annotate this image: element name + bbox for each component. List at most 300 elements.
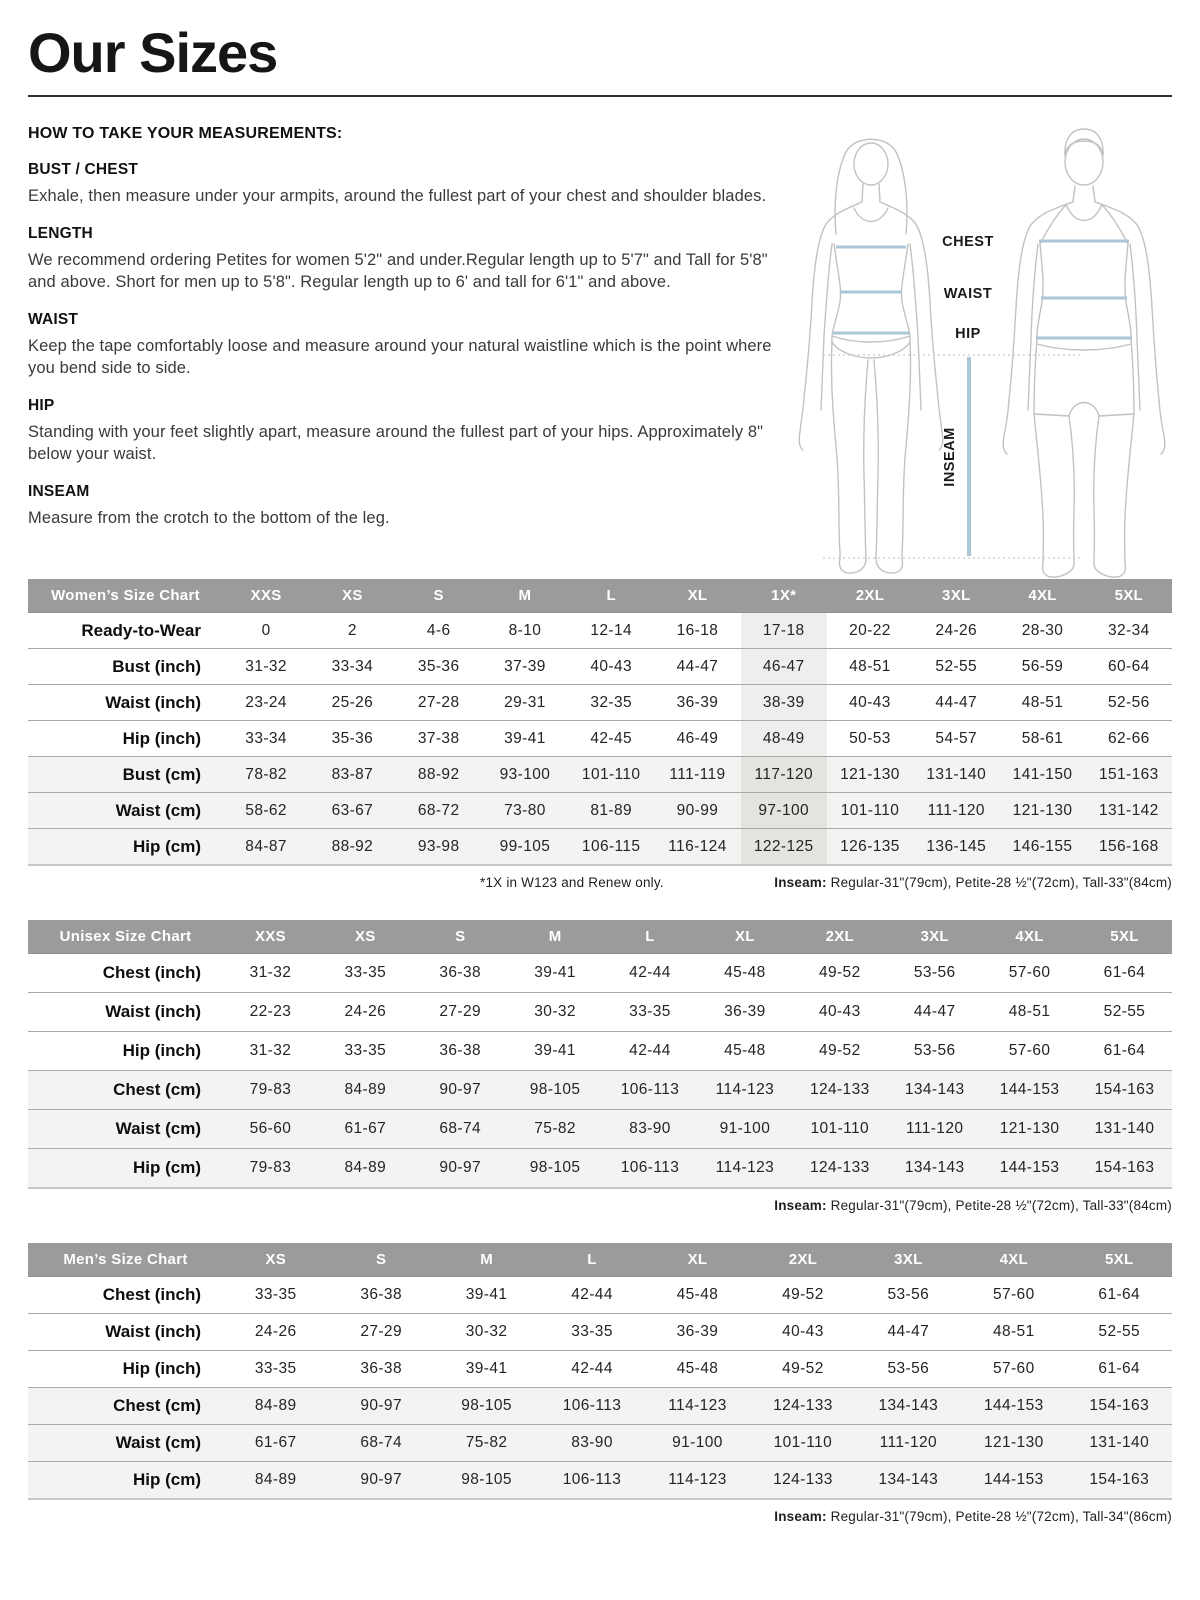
diagram-label-inseam: INSEAM <box>942 427 958 487</box>
measurement-diagram-wrap <box>776 102 1180 590</box>
size-cell: 106-115 <box>568 829 654 865</box>
row-label: Hip (inch) <box>28 1351 223 1388</box>
size-cell: 8-10 <box>482 613 568 649</box>
size-cell: 106-113 <box>539 1462 644 1499</box>
size-cell: 31-32 <box>223 649 309 685</box>
size-cell: 106-113 <box>539 1388 644 1425</box>
size-cell: 31-32 <box>223 1032 318 1071</box>
table-row <box>28 954 1172 993</box>
size-cell: 124-133 <box>792 1071 887 1110</box>
size-column-header: XL <box>654 579 740 613</box>
size-cell: 20-22 <box>827 613 913 649</box>
table-row <box>28 1149 1172 1188</box>
size-cell: 33-35 <box>318 1032 413 1071</box>
size-cell: 36-38 <box>328 1277 433 1314</box>
size-cell: 61-64 <box>1077 1032 1172 1071</box>
size-cell: 31-32 <box>223 954 318 993</box>
unisex-table-footnote <box>28 1198 1172 1216</box>
woman-figure <box>799 139 943 573</box>
size-cell: 36-39 <box>654 685 740 721</box>
size-cell: 36-38 <box>328 1351 433 1388</box>
size-cell: 49-52 <box>750 1351 855 1388</box>
size-cell: 54-57 <box>913 721 999 757</box>
size-column-header: S <box>396 579 482 613</box>
table-title: Unisex Size Chart <box>28 920 223 954</box>
size-cell: 37-38 <box>396 721 482 757</box>
size-cell: 121-130 <box>827 757 913 793</box>
section-text: Standing with your feet slightly apart, measure around the fullest part of your hips. Approximately 8" below your waist. <box>28 422 764 463</box>
size-cell: 36-39 <box>645 1314 750 1351</box>
size-cell: 56-59 <box>999 649 1085 685</box>
size-cell: 78-82 <box>223 757 309 793</box>
size-cell: 114-123 <box>697 1071 792 1110</box>
size-cell: 106-113 <box>603 1149 698 1188</box>
size-cell: 90-97 <box>413 1149 508 1188</box>
size-cell: 33-35 <box>223 1277 328 1314</box>
size-cell: 98-105 <box>508 1071 603 1110</box>
size-cell: 144-153 <box>961 1462 1066 1499</box>
size-cell: 16-18 <box>654 613 740 649</box>
size-cell: 114-123 <box>645 1388 750 1425</box>
inseam-note-label: Inseam: <box>774 1197 827 1213</box>
size-column-header: L <box>568 579 654 613</box>
size-cell: 24-26 <box>223 1314 328 1351</box>
size-cell: 45-48 <box>697 1032 792 1071</box>
section-title: LENGTH <box>28 224 93 242</box>
row-label: Waist (inch) <box>28 685 223 721</box>
size-cell: 101-110 <box>750 1425 855 1462</box>
size-cell: 154-163 <box>1067 1462 1173 1499</box>
size-cell: 154-163 <box>1077 1149 1172 1188</box>
size-cell: 33-35 <box>223 1351 328 1388</box>
size-cell: 131-140 <box>1067 1425 1173 1462</box>
title-divider <box>28 95 1172 97</box>
size-cell: 154-163 <box>1067 1388 1173 1425</box>
size-cell: 121-130 <box>999 793 1085 829</box>
size-cell: 27-29 <box>413 993 508 1032</box>
size-cell: 60-64 <box>1086 649 1172 685</box>
size-column-header: 3XL <box>856 1243 961 1277</box>
table-row <box>28 829 1172 865</box>
size-cell: 144-153 <box>982 1149 1077 1188</box>
size-cell: 68-74 <box>328 1425 433 1462</box>
size-cell: 68-74 <box>413 1110 508 1149</box>
table-row <box>28 1032 1172 1071</box>
size-cell: 84-89 <box>223 1462 328 1499</box>
row-label: Waist (cm) <box>28 793 223 829</box>
table-row <box>28 649 1172 685</box>
body-measurement-diagram <box>776 102 1180 590</box>
inseam-note-label: Inseam: <box>774 1508 827 1524</box>
size-cell: 101-110 <box>827 793 913 829</box>
size-cell: 52-55 <box>1067 1314 1173 1351</box>
inseam-note-text: Regular-31"(79cm), Petite-28 ½"(72cm), Tall-34"(86cm) <box>826 1508 1172 1524</box>
size-cell: 40-43 <box>750 1314 855 1351</box>
size-cell: 23-24 <box>223 685 309 721</box>
row-label: Chest (inch) <box>28 1277 223 1314</box>
size-cell: 121-130 <box>961 1425 1066 1462</box>
table-row <box>28 613 1172 649</box>
size-cell: 101-110 <box>568 757 654 793</box>
size-cell: 33-34 <box>223 721 309 757</box>
size-cell: 53-56 <box>887 954 982 993</box>
size-cell: 136-145 <box>913 829 999 865</box>
measurement-section-waist <box>28 311 778 379</box>
size-cell: 62-66 <box>1086 721 1172 757</box>
size-cell: 116-124 <box>654 829 740 865</box>
size-column-header: XL <box>645 1243 750 1277</box>
size-cell: 97-100 <box>741 793 827 829</box>
size-cell: 42-44 <box>603 954 698 993</box>
size-cell: 98-105 <box>508 1149 603 1188</box>
table-title: Women’s Size Chart <box>28 579 223 613</box>
section-text: Measure from the crotch to the bottom of the leg. <box>28 508 390 527</box>
size-column-header: 1X* <box>741 579 827 613</box>
size-cell: 56-60 <box>223 1110 318 1149</box>
size-cell: 131-140 <box>913 757 999 793</box>
size-cell: 52-55 <box>913 649 999 685</box>
size-cell: 111-119 <box>654 757 740 793</box>
table-row <box>28 1351 1172 1388</box>
row-label: Ready-to-Wear <box>28 613 223 649</box>
table-title: Men’s Size Chart <box>28 1243 223 1277</box>
size-cell: 33-35 <box>318 954 413 993</box>
size-cell: 45-48 <box>697 954 792 993</box>
size-cell: 12-14 <box>568 613 654 649</box>
size-cell: 90-99 <box>654 793 740 829</box>
size-cell: 83-90 <box>603 1110 698 1149</box>
size-cell: 61-64 <box>1067 1277 1173 1314</box>
size-column-header: XL <box>697 920 792 954</box>
size-cell: 124-133 <box>750 1388 855 1425</box>
size-cell: 101-110 <box>792 1110 887 1149</box>
size-cell: 17-18 <box>741 613 827 649</box>
row-label: Bust (inch) <box>28 649 223 685</box>
size-cell: 45-48 <box>645 1351 750 1388</box>
inseam-note-label: Inseam: <box>774 874 827 890</box>
page-title: Our Sizes <box>28 21 278 84</box>
row-label: Hip (cm) <box>28 1462 223 1499</box>
size-cell: 61-64 <box>1077 954 1172 993</box>
size-cell: 57-60 <box>961 1351 1066 1388</box>
size-cell: 90-97 <box>413 1071 508 1110</box>
table-row <box>28 1388 1172 1425</box>
row-label: Hip (cm) <box>28 829 223 865</box>
table-row <box>28 1071 1172 1110</box>
size-cell: 44-47 <box>654 649 740 685</box>
size-cell: 39-41 <box>434 1351 539 1388</box>
size-cell: 83-87 <box>309 757 395 793</box>
size-cell: 24-26 <box>318 993 413 1032</box>
size-column-header: S <box>413 920 508 954</box>
size-cell: 81-89 <box>568 793 654 829</box>
womens-size-table <box>28 579 1172 866</box>
row-label: Hip (inch) <box>28 1032 223 1071</box>
size-cell: 36-38 <box>413 1032 508 1071</box>
size-cell: 84-89 <box>318 1149 413 1188</box>
size-cell: 44-47 <box>887 993 982 1032</box>
size-cell: 84-89 <box>318 1071 413 1110</box>
size-column-header: S <box>328 1243 433 1277</box>
size-cell: 50-53 <box>827 721 913 757</box>
size-cell: 39-41 <box>508 954 603 993</box>
table-row <box>28 993 1172 1032</box>
size-cell: 33-35 <box>539 1314 644 1351</box>
size-cell: 88-92 <box>396 757 482 793</box>
size-cell: 39-41 <box>508 1032 603 1071</box>
size-cell: 49-52 <box>792 954 887 993</box>
size-column-header: 4XL <box>961 1243 1066 1277</box>
measurement-section-hip <box>28 397 778 465</box>
table-row <box>28 721 1172 757</box>
size-cell: 124-133 <box>792 1149 887 1188</box>
size-cell: 93-100 <box>482 757 568 793</box>
size-cell: 134-143 <box>887 1149 982 1188</box>
row-label: Bust (cm) <box>28 757 223 793</box>
size-cell: 98-105 <box>434 1462 539 1499</box>
size-cell: 57-60 <box>961 1277 1066 1314</box>
size-cell: 49-52 <box>750 1277 855 1314</box>
section-title: WAIST <box>28 310 79 328</box>
section-title: BUST / CHEST <box>28 160 139 178</box>
size-cell: 40-43 <box>792 993 887 1032</box>
size-cell: 114-123 <box>645 1462 750 1499</box>
size-cell: 44-47 <box>913 685 999 721</box>
size-cell: 36-39 <box>697 993 792 1032</box>
size-column-header: XS <box>223 1243 328 1277</box>
size-cell: 63-67 <box>309 793 395 829</box>
size-cell: 58-61 <box>999 721 1085 757</box>
howto-heading: HOW TO TAKE YOUR MEASUREMENTS: <box>28 124 343 142</box>
size-cell: 27-28 <box>396 685 482 721</box>
size-cell: 52-56 <box>1086 685 1172 721</box>
size-cell: 61-67 <box>223 1425 328 1462</box>
size-cell: 49-52 <box>792 1032 887 1071</box>
size-column-header: M <box>482 579 568 613</box>
measurement-section-length <box>28 225 778 293</box>
size-cell: 42-44 <box>539 1351 644 1388</box>
size-cell: 40-43 <box>568 649 654 685</box>
size-cell: 30-32 <box>434 1314 539 1351</box>
size-cell: 32-34 <box>1086 613 1172 649</box>
size-cell: 117-120 <box>741 757 827 793</box>
size-cell: 45-48 <box>645 1277 750 1314</box>
section-text: Exhale, then measure under your armpits, around the fullest part of your chest and shoulder blades. <box>28 186 767 205</box>
size-cell: 48-49 <box>741 721 827 757</box>
size-cell: 44-47 <box>856 1314 961 1351</box>
row-label: Chest (cm) <box>28 1388 223 1425</box>
measurement-section-inseam <box>28 483 778 529</box>
size-cell: 58-62 <box>223 793 309 829</box>
size-cell: 93-98 <box>396 829 482 865</box>
diagram-label-waist: WAIST <box>943 286 993 302</box>
size-cell: 53-56 <box>856 1277 961 1314</box>
size-cell: 79-83 <box>223 1149 318 1188</box>
size-cell: 24-26 <box>913 613 999 649</box>
size-cell: 46-49 <box>654 721 740 757</box>
size-cell: 61-64 <box>1067 1351 1173 1388</box>
size-cell: 32-35 <box>568 685 654 721</box>
table-row <box>28 1425 1172 1462</box>
size-column-header: M <box>434 1243 539 1277</box>
size-cell: 151-163 <box>1086 757 1172 793</box>
section-text: We recommend ordering Petites for women 5'2" and under.Regular length up to 5'7" and Tall for 5'8" and above. Short for men up to 5'8". Regular length up to 6' and tall for 6'1" and above. <box>28 250 768 291</box>
table-row <box>28 685 1172 721</box>
size-cell: 90-97 <box>328 1388 433 1425</box>
size-cell: 91-100 <box>645 1425 750 1462</box>
size-cell: 111-120 <box>887 1110 982 1149</box>
size-cell: 144-153 <box>982 1071 1077 1110</box>
size-cell: 131-140 <box>1077 1110 1172 1149</box>
inseam-note-text: Regular-31"(79cm), Petite-28 ½"(72cm), Tall-33"(84cm) <box>826 1197 1172 1213</box>
table-row <box>28 1277 1172 1314</box>
diagram-label-hip: HIP <box>955 326 981 342</box>
row-label: Hip (cm) <box>28 1149 223 1188</box>
inseam-note-text: Regular-31"(79cm), Petite-28 ½"(72cm), Tall-33"(84cm) <box>826 874 1172 890</box>
mens-table-footnote <box>28 1509 1172 1527</box>
table-header-row <box>28 920 1172 954</box>
row-label: Hip (inch) <box>28 721 223 757</box>
size-cell: 33-34 <box>309 649 395 685</box>
size-cell: 28-30 <box>999 613 1085 649</box>
size-cell: 88-92 <box>309 829 395 865</box>
size-cell: 124-133 <box>750 1462 855 1499</box>
size-column-header: L <box>603 920 698 954</box>
size-cell: 57-60 <box>982 1032 1077 1071</box>
size-cell: 146-155 <box>999 829 1085 865</box>
size-cell: 29-31 <box>482 685 568 721</box>
size-column-header: XXS <box>223 579 309 613</box>
size-cell: 91-100 <box>697 1110 792 1149</box>
size-cell: 48-51 <box>982 993 1077 1032</box>
size-cell: 141-150 <box>999 757 1085 793</box>
size-column-header: 2XL <box>792 920 887 954</box>
section-text: Keep the tape comfortably loose and measure around your natural waistline which is the point where you bend side to side. <box>28 336 772 377</box>
table-row <box>28 1314 1172 1351</box>
man-figure <box>1003 129 1165 577</box>
size-cell: 35-36 <box>309 721 395 757</box>
size-cell: 53-56 <box>856 1351 961 1388</box>
size-cell: 90-97 <box>328 1462 433 1499</box>
size-cell: 42-44 <box>539 1277 644 1314</box>
row-label: Waist (inch) <box>28 1314 223 1351</box>
size-cell: 154-163 <box>1077 1071 1172 1110</box>
size-cell: 53-56 <box>887 1032 982 1071</box>
table-row <box>28 793 1172 829</box>
size-cell: 84-89 <box>223 1388 328 1425</box>
size-column-header: 2XL <box>827 579 913 613</box>
size-cell: 35-36 <box>396 649 482 685</box>
size-cell: 121-130 <box>982 1110 1077 1149</box>
size-cell: 39-41 <box>482 721 568 757</box>
table-row <box>28 1110 1172 1149</box>
size-cell: 156-168 <box>1086 829 1172 865</box>
size-cell: 52-55 <box>1077 993 1172 1032</box>
size-cell: 48-51 <box>827 649 913 685</box>
size-cell: 73-80 <box>482 793 568 829</box>
size-cell: 131-142 <box>1086 793 1172 829</box>
size-cell: 134-143 <box>887 1071 982 1110</box>
size-cell: 25-26 <box>309 685 395 721</box>
size-cell: 83-90 <box>539 1425 644 1462</box>
size-cell: 42-45 <box>568 721 654 757</box>
size-cell: 68-72 <box>396 793 482 829</box>
size-cell: 48-51 <box>961 1314 1066 1351</box>
size-column-header: L <box>539 1243 644 1277</box>
size-column-header: 4XL <box>982 920 1077 954</box>
size-cell: 114-123 <box>697 1149 792 1188</box>
size-cell: 4-6 <box>396 613 482 649</box>
size-column-header: XXS <box>223 920 318 954</box>
row-label: Waist (cm) <box>28 1425 223 1462</box>
size-cell: 99-105 <box>482 829 568 865</box>
section-title: HIP <box>28 396 55 414</box>
size-cell: 79-83 <box>223 1071 318 1110</box>
size-cell: 134-143 <box>856 1388 961 1425</box>
size-cell: 75-82 <box>434 1425 539 1462</box>
table-row <box>28 1462 1172 1499</box>
size-cell: 22-23 <box>223 993 318 1032</box>
row-label: Waist (inch) <box>28 993 223 1032</box>
size-cell: 0 <box>223 613 309 649</box>
size-cell: 126-135 <box>827 829 913 865</box>
size-cell: 48-51 <box>999 685 1085 721</box>
size-cell: 134-143 <box>856 1462 961 1499</box>
row-label: Waist (cm) <box>28 1110 223 1149</box>
footnote-1x: *1X in W123 and Renew only. <box>480 874 664 890</box>
size-column-header: 2XL <box>750 1243 855 1277</box>
size-cell: 57-60 <box>982 954 1077 993</box>
size-column-header: 5XL <box>1077 920 1172 954</box>
size-cell: 38-39 <box>741 685 827 721</box>
size-cell: 46-47 <box>741 649 827 685</box>
row-label: Chest (cm) <box>28 1071 223 1110</box>
size-cell: 106-113 <box>603 1071 698 1110</box>
size-cell: 40-43 <box>827 685 913 721</box>
row-label: Chest (inch) <box>28 954 223 993</box>
mens-size-table <box>28 1243 1172 1500</box>
table-header-row <box>28 1243 1172 1277</box>
size-cell: 75-82 <box>508 1110 603 1149</box>
size-cell: 61-67 <box>318 1110 413 1149</box>
size-cell: 33-35 <box>603 993 698 1032</box>
size-cell: 37-39 <box>482 649 568 685</box>
size-column-header: 5XL <box>1067 1243 1173 1277</box>
diagram-label-chest: CHEST <box>942 234 994 250</box>
size-column-header: XS <box>318 920 413 954</box>
size-cell: 111-120 <box>856 1425 961 1462</box>
womens-table-footnote <box>28 875 1172 893</box>
size-column-header: 3XL <box>913 579 999 613</box>
size-cell: 122-125 <box>741 829 827 865</box>
size-column-header: XS <box>309 579 395 613</box>
size-column-header: 3XL <box>887 920 982 954</box>
size-cell: 39-41 <box>434 1277 539 1314</box>
size-cell: 36-38 <box>413 954 508 993</box>
size-cell: 2 <box>309 613 395 649</box>
size-cell: 84-87 <box>223 829 309 865</box>
size-cell: 30-32 <box>508 993 603 1032</box>
measurement-section-bust-chest <box>28 161 778 207</box>
size-cell: 42-44 <box>603 1032 698 1071</box>
size-cell: 111-120 <box>913 793 999 829</box>
size-cell: 27-29 <box>328 1314 433 1351</box>
size-cell: 144-153 <box>961 1388 1066 1425</box>
section-title: INSEAM <box>28 482 90 500</box>
size-column-header: 4XL <box>999 579 1085 613</box>
size-column-header: 5XL <box>1086 579 1172 613</box>
unisex-size-table <box>28 920 1172 1189</box>
